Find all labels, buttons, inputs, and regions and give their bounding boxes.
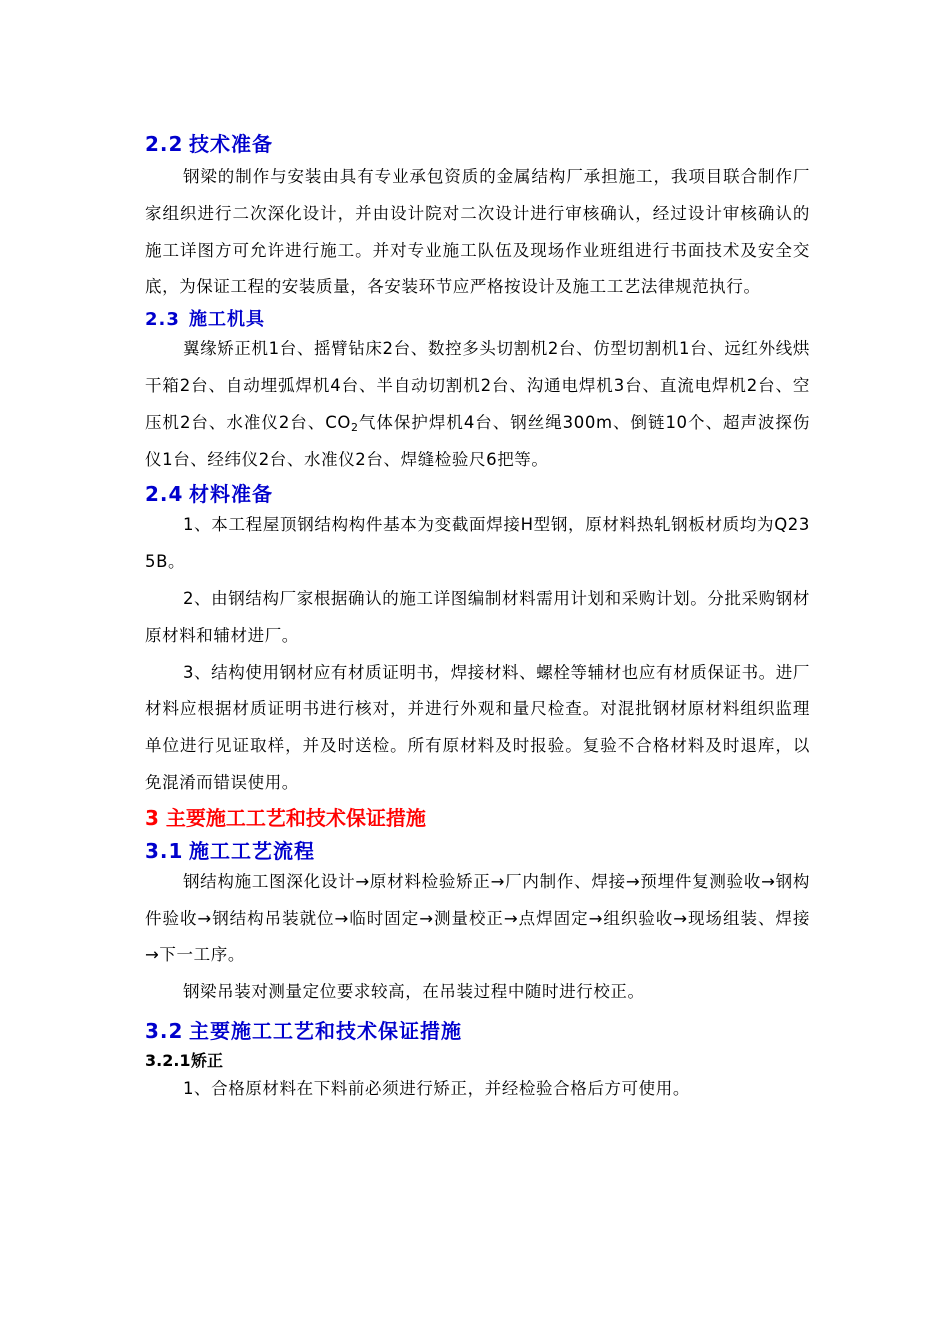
heading-title: 施工机具 xyxy=(189,309,265,331)
heading-3-2 xyxy=(145,1015,810,1044)
heading-title: 施工工艺流程 xyxy=(189,838,315,863)
document-content xyxy=(145,128,810,1108)
heading-title: 主要施工工艺和技术保证措施 xyxy=(189,1018,462,1043)
paragraph-material-2: 2、由钢结构厂家根据确认的施工详图编制材料需用计划和采购计划。分批采购钢材原材料和辅材进厂。 xyxy=(145,588,810,645)
heading-2-3 xyxy=(145,305,810,331)
paragraph-material-3: 3、结构使用钢材应有材质证明书，焊接材料、螺栓等辅材也应有材质保证书。进厂材料应根据材质证明书进行核对，并进行外观和量尺检查。对混批钢材原材料组织监理单位进行见证取样，并及时送检。所有原材料及时报验。复验不合格材料及时退库，以免混淆而错误使用。 xyxy=(145,662,810,792)
equipment-text-b: 气体保护焊机4台、钢丝绳300m、倒链10个、超声波探伤仪1台、经纬仪2台、水准仪2台、焊缝检验尺6把等。 xyxy=(145,412,810,469)
paragraph-hoisting-note: 钢梁吊装对测量定位要求较高，在吊装过程中随时进行校正。 xyxy=(182,982,645,1002)
heading-2-2 xyxy=(145,128,810,157)
paragraph-straightening: 1、合格原材料在下料前必须进行矫正，并经检验合格后方可使用。 xyxy=(182,1078,690,1098)
heading-number: 2.3 xyxy=(145,309,180,331)
heading-title: 材料准备 xyxy=(189,482,273,507)
co2-subscript: 2 xyxy=(350,420,359,434)
heading-title: 矫正 xyxy=(191,1050,224,1070)
heading-3-2-1 xyxy=(145,1048,810,1071)
heading-number: 3.2.1 xyxy=(145,1050,191,1070)
heading-number: 2.4 xyxy=(145,482,184,507)
heading-number: 3.2 xyxy=(145,1018,184,1043)
paragraph-process-flow: 钢结构施工图深化设计→原材料检验矫正→厂内制作、焊接→预埋件复测验收→钢构件验收→钢结构吊装就位→临时固定→测量校正→点焊固定→组织验收→现场组装、焊接→下一工序。 xyxy=(145,871,810,965)
paragraph-material-1: 1、本工程屋顶钢结构构件基本为变截面焊接H型钢，原材料热轧钢板材质均为Q235B。 xyxy=(145,515,810,572)
heading-3-1 xyxy=(145,835,810,864)
heading-number: 3.1 xyxy=(145,838,184,863)
paragraph-tech-prep: 钢梁的制作与安装由具有专业承包资质的金属结构厂承担施工，我项目联合制作厂家组织进行二次深化设计，并由设计院对二次设计进行审核确认，经过设计审核确认的施工详图方可允许进行施工。并对专业施工队伍及现场作业班组进行书面技术及安全交底，为保证工程的安装质量，各安装环节应严格按设计及施工工艺法律规范执行。 xyxy=(145,167,810,297)
heading-3: 3 主要施工工艺和技术保证措施 xyxy=(145,805,426,830)
heading-2-4 xyxy=(145,478,810,507)
equipment-text-a: 翼缘矫正机1台、摇臂钻床2台、数控多头切割机2台、仿型切割机1台、远红外线烘干箱2台、自动埋弧焊机4台、半自动切割机2台、沟通电焊机3台、直流电焊机2台、空压机2台、水准仪2台、CO xyxy=(145,339,810,432)
paragraph-equipment xyxy=(145,331,810,478)
heading-title: 技术准备 xyxy=(189,132,273,156)
heading-number: 2.2 xyxy=(145,132,184,156)
